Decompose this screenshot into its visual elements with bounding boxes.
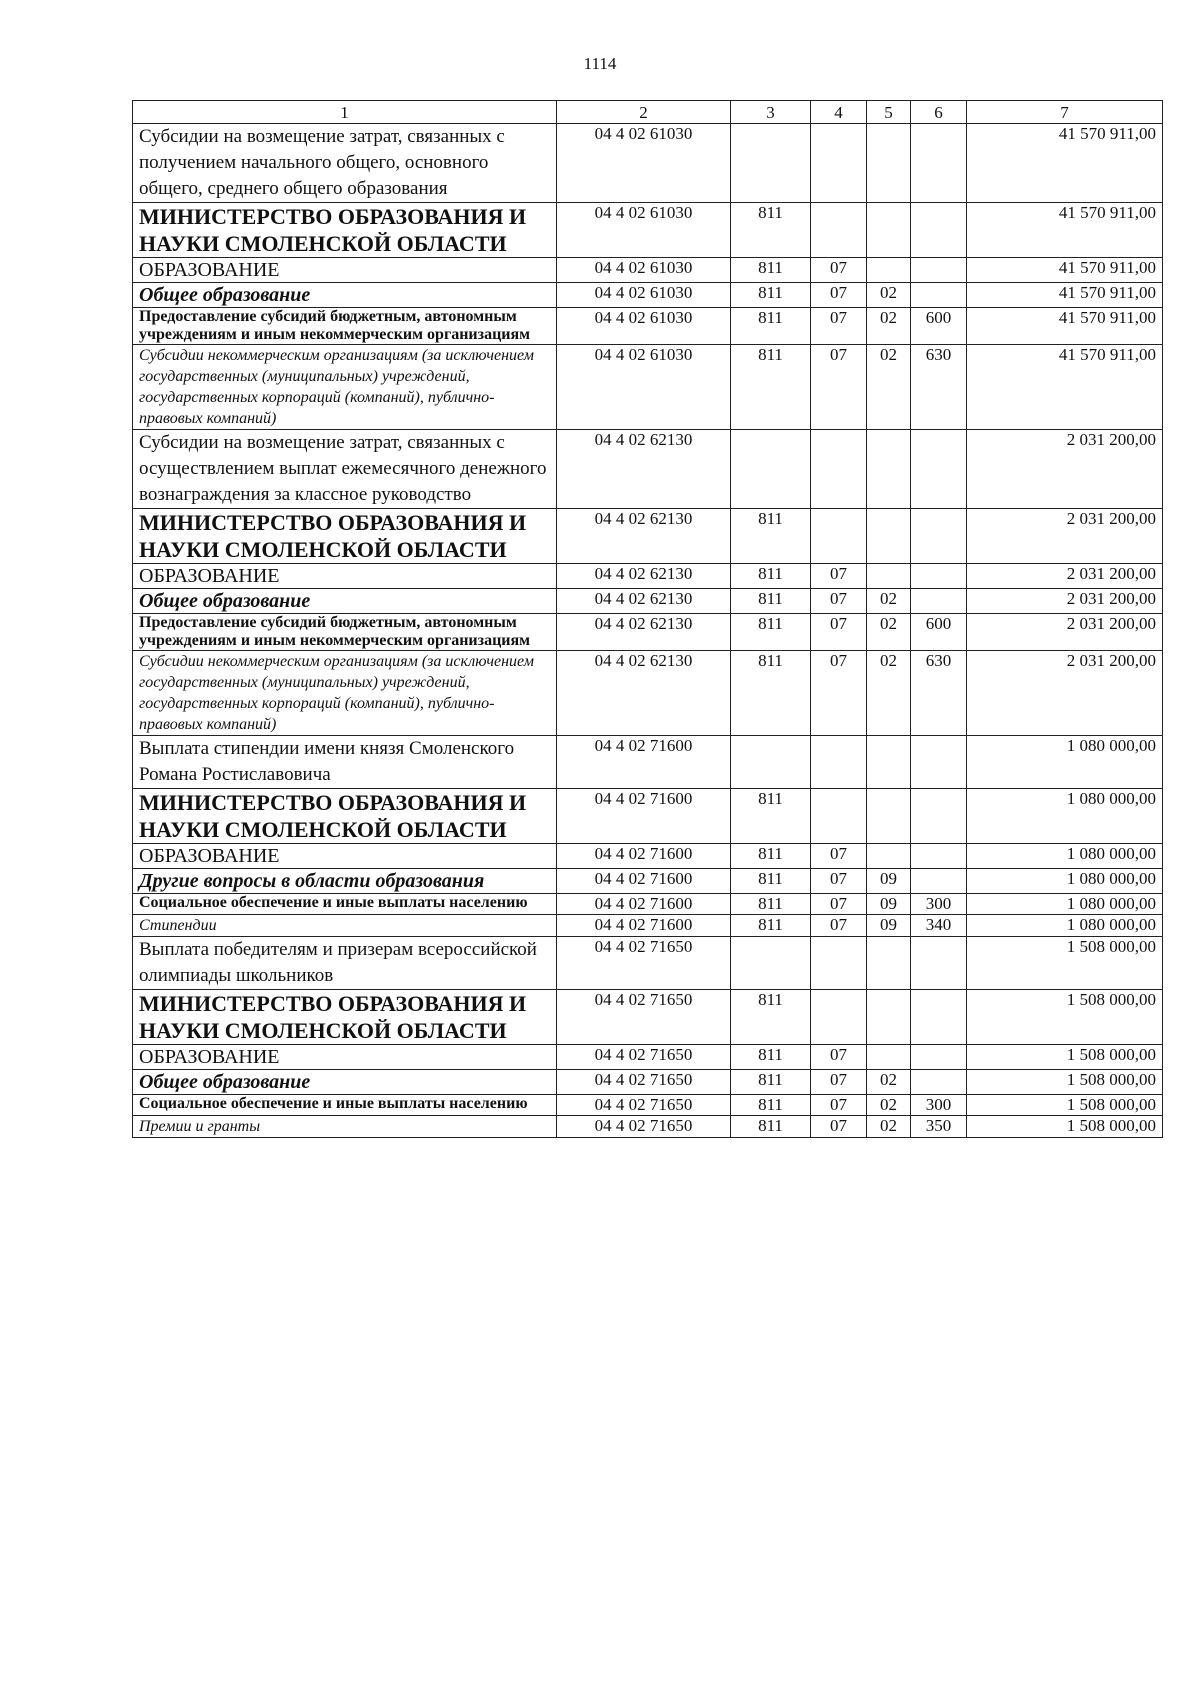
row-ministry-code: 811 xyxy=(731,1116,811,1138)
table-row xyxy=(133,589,1163,614)
row-name: Социальное обеспечение и иные выплаты населению xyxy=(133,894,557,915)
row-target-code: 04 4 02 61030 xyxy=(557,203,731,258)
column-header-6: 6 xyxy=(911,101,967,124)
row-expense-type-code xyxy=(911,564,967,589)
row-expense-type-code xyxy=(911,990,967,1045)
table-row xyxy=(133,937,1163,990)
row-target-code: 04 4 02 62130 xyxy=(557,509,731,564)
row-section-code: 07 xyxy=(811,1095,867,1116)
row-expense-type-code xyxy=(911,509,967,564)
table-row xyxy=(133,564,1163,589)
row-section-code: 07 xyxy=(811,894,867,915)
row-subsection-code xyxy=(867,937,911,990)
row-subsection-code: 02 xyxy=(867,589,911,614)
row-amount: 2 031 200,00 xyxy=(967,509,1163,564)
row-ministry-code: 811 xyxy=(731,258,811,283)
row-name: Выплата победителям и призерам всероссийской олимпиады школьников xyxy=(133,937,557,990)
row-ministry-code: 811 xyxy=(731,308,811,345)
row-amount: 41 570 911,00 xyxy=(967,283,1163,308)
row-subsection-code xyxy=(867,844,911,869)
row-ministry-code: 811 xyxy=(731,509,811,564)
budget-table xyxy=(132,100,1163,1138)
row-subsection-code: 09 xyxy=(867,869,911,894)
row-section-code: 07 xyxy=(811,651,867,736)
row-ministry-code xyxy=(731,736,811,789)
row-ministry-code: 811 xyxy=(731,283,811,308)
column-header-3: 3 xyxy=(731,101,811,124)
row-section-code: 07 xyxy=(811,283,867,308)
table-row xyxy=(133,1095,1163,1116)
row-ministry-code: 811 xyxy=(731,589,811,614)
row-name: Стипендии xyxy=(133,915,557,937)
row-amount: 1 508 000,00 xyxy=(967,1095,1163,1116)
row-expense-type-code xyxy=(911,589,967,614)
row-ministry-code: 811 xyxy=(731,345,811,430)
table-row xyxy=(133,430,1163,509)
row-ministry-code: 811 xyxy=(731,789,811,844)
row-section-code: 07 xyxy=(811,869,867,894)
table-header xyxy=(133,101,1163,124)
row-amount: 1 080 000,00 xyxy=(967,844,1163,869)
row-target-code: 04 4 02 71650 xyxy=(557,990,731,1045)
row-target-code: 04 4 02 71650 xyxy=(557,1116,731,1138)
row-target-code: 04 4 02 71650 xyxy=(557,937,731,990)
row-ministry-code: 811 xyxy=(731,1070,811,1095)
row-target-code: 04 4 02 61030 xyxy=(557,124,731,203)
row-amount: 1 080 000,00 xyxy=(967,894,1163,915)
row-target-code: 04 4 02 61030 xyxy=(557,345,731,430)
row-target-code: 04 4 02 71600 xyxy=(557,736,731,789)
table-row xyxy=(133,345,1163,430)
row-section-code: 07 xyxy=(811,308,867,345)
row-expense-type-code xyxy=(911,203,967,258)
row-expense-type-code: 630 xyxy=(911,345,967,430)
row-section-code xyxy=(811,789,867,844)
table-row xyxy=(133,124,1163,203)
row-ministry-code xyxy=(731,430,811,509)
column-header-5: 5 xyxy=(867,101,911,124)
row-section-code: 07 xyxy=(811,1070,867,1095)
row-expense-type-code xyxy=(911,1045,967,1070)
row-section-code: 07 xyxy=(811,258,867,283)
row-amount: 41 570 911,00 xyxy=(967,203,1163,258)
row-amount: 41 570 911,00 xyxy=(967,124,1163,203)
row-amount: 1 508 000,00 xyxy=(967,1070,1163,1095)
row-subsection-code xyxy=(867,789,911,844)
header-row xyxy=(133,101,1163,124)
row-subsection-code: 02 xyxy=(867,283,911,308)
row-amount: 1 508 000,00 xyxy=(967,1045,1163,1070)
row-expense-type-code: 340 xyxy=(911,915,967,937)
row-name: Субсидии на возмещение затрат, связанных с осуществлением выплат ежемесячного денежного вознаграждения за классное руководство xyxy=(133,430,557,509)
row-name: ОБРАЗОВАНИЕ xyxy=(133,1045,557,1070)
row-target-code: 04 4 02 62130 xyxy=(557,430,731,509)
table-row xyxy=(133,844,1163,869)
table-row xyxy=(133,283,1163,308)
table-row xyxy=(133,1116,1163,1138)
row-ministry-code: 811 xyxy=(731,203,811,258)
row-amount: 41 570 911,00 xyxy=(967,345,1163,430)
row-amount: 2 031 200,00 xyxy=(967,651,1163,736)
row-subsection-code xyxy=(867,430,911,509)
table-row xyxy=(133,614,1163,651)
row-section-code xyxy=(811,124,867,203)
row-target-code: 04 4 02 71650 xyxy=(557,1045,731,1070)
row-target-code: 04 4 02 71650 xyxy=(557,1070,731,1095)
row-ministry-code: 811 xyxy=(731,990,811,1045)
row-subsection-code xyxy=(867,203,911,258)
row-expense-type-code xyxy=(911,736,967,789)
row-section-code: 07 xyxy=(811,345,867,430)
row-amount: 41 570 911,00 xyxy=(967,258,1163,283)
row-target-code: 04 4 02 71600 xyxy=(557,869,731,894)
row-amount: 1 508 000,00 xyxy=(967,937,1163,990)
row-name: Другие вопросы в области образования xyxy=(133,869,557,894)
row-ministry-code: 811 xyxy=(731,1095,811,1116)
row-ministry-code: 811 xyxy=(731,651,811,736)
row-ministry-code xyxy=(731,124,811,203)
table-row xyxy=(133,1045,1163,1070)
row-section-code: 07 xyxy=(811,564,867,589)
row-section-code: 07 xyxy=(811,1116,867,1138)
row-target-code: 04 4 02 61030 xyxy=(557,283,731,308)
row-subsection-code: 09 xyxy=(867,894,911,915)
row-ministry-code: 811 xyxy=(731,869,811,894)
row-name: Общее образование xyxy=(133,1070,557,1095)
row-subsection-code: 02 xyxy=(867,651,911,736)
row-amount: 1 080 000,00 xyxy=(967,869,1163,894)
row-subsection-code xyxy=(867,1045,911,1070)
row-subsection-code xyxy=(867,736,911,789)
table-row xyxy=(133,203,1163,258)
row-target-code: 04 4 02 71600 xyxy=(557,894,731,915)
row-section-code: 07 xyxy=(811,614,867,651)
table-row xyxy=(133,308,1163,345)
row-expense-type-code xyxy=(911,430,967,509)
row-expense-type-code: 630 xyxy=(911,651,967,736)
row-expense-type-code xyxy=(911,937,967,990)
column-header-4: 4 xyxy=(811,101,867,124)
row-target-code: 04 4 02 61030 xyxy=(557,258,731,283)
row-subsection-code: 02 xyxy=(867,308,911,345)
row-subsection-code xyxy=(867,990,911,1045)
row-expense-type-code: 300 xyxy=(911,1095,967,1116)
row-section-code xyxy=(811,203,867,258)
row-amount: 1 080 000,00 xyxy=(967,789,1163,844)
row-ministry-code: 811 xyxy=(731,844,811,869)
row-ministry-code: 811 xyxy=(731,894,811,915)
table-row xyxy=(133,915,1163,937)
table-row xyxy=(133,789,1163,844)
row-amount: 1 508 000,00 xyxy=(967,1116,1163,1138)
row-subsection-code: 02 xyxy=(867,345,911,430)
row-expense-type-code: 300 xyxy=(911,894,967,915)
row-ministry-code: 811 xyxy=(731,614,811,651)
row-target-code: 04 4 02 62130 xyxy=(557,589,731,614)
row-expense-type-code: 600 xyxy=(911,614,967,651)
row-section-code: 07 xyxy=(811,1045,867,1070)
row-section-code xyxy=(811,736,867,789)
row-name: ОБРАЗОВАНИЕ xyxy=(133,258,557,283)
row-name: МИНИСТЕРСТВО ОБРАЗОВАНИЯ И НАУКИ СМОЛЕНСКОЙ ОБЛАСТИ xyxy=(133,509,557,564)
row-expense-type-code xyxy=(911,844,967,869)
row-target-code: 04 4 02 71600 xyxy=(557,915,731,937)
row-name: Предоставление субсидий бюджетным, автономным учреждениям и иным некоммерческим организациям xyxy=(133,614,557,651)
row-expense-type-code: 350 xyxy=(911,1116,967,1138)
row-name: Общее образование xyxy=(133,589,557,614)
row-amount: 2 031 200,00 xyxy=(967,589,1163,614)
row-ministry-code: 811 xyxy=(731,915,811,937)
row-expense-type-code xyxy=(911,789,967,844)
row-section-code xyxy=(811,990,867,1045)
row-expense-type-code xyxy=(911,283,967,308)
row-name: Субсидии некоммерческим организациям (за исключением государственных (муниципальных) учреждений, государственных корпораций (компаний), публично-правовых компаний) xyxy=(133,651,557,736)
row-amount: 2 031 200,00 xyxy=(967,614,1163,651)
table-row xyxy=(133,651,1163,736)
row-name: ОБРАЗОВАНИЕ xyxy=(133,564,557,589)
row-section-code xyxy=(811,509,867,564)
row-subsection-code: 09 xyxy=(867,915,911,937)
row-amount: 1 080 000,00 xyxy=(967,915,1163,937)
table-row xyxy=(133,736,1163,789)
row-name: Социальное обеспечение и иные выплаты населению xyxy=(133,1095,557,1116)
table-row xyxy=(133,894,1163,915)
row-subsection-code: 02 xyxy=(867,1070,911,1095)
row-name: Предоставление субсидий бюджетным, автономным учреждениям и иным некоммерческим организациям xyxy=(133,308,557,345)
row-subsection-code xyxy=(867,509,911,564)
row-expense-type-code xyxy=(911,869,967,894)
table-row xyxy=(133,258,1163,283)
column-header-7: 7 xyxy=(967,101,1163,124)
row-target-code: 04 4 02 62130 xyxy=(557,564,731,589)
row-expense-type-code xyxy=(911,1070,967,1095)
row-target-code: 04 4 02 61030 xyxy=(557,308,731,345)
row-section-code: 07 xyxy=(811,589,867,614)
page-number: 1114 xyxy=(583,54,617,73)
row-ministry-code xyxy=(731,937,811,990)
row-name: Субсидии некоммерческим организациям (за исключением государственных (муниципальных) учреждений, государственных корпораций (компаний), публично-правовых компаний) xyxy=(133,345,557,430)
row-amount: 1 508 000,00 xyxy=(967,990,1163,1045)
row-section-code xyxy=(811,937,867,990)
row-amount: 1 080 000,00 xyxy=(967,736,1163,789)
column-header-2: 2 xyxy=(557,101,731,124)
row-section-code: 07 xyxy=(811,844,867,869)
row-amount: 2 031 200,00 xyxy=(967,430,1163,509)
row-expense-type-code: 600 xyxy=(911,308,967,345)
row-subsection-code xyxy=(867,124,911,203)
row-target-code: 04 4 02 62130 xyxy=(557,651,731,736)
row-subsection-code: 02 xyxy=(867,1095,911,1116)
row-name: Премии и гранты xyxy=(133,1116,557,1138)
row-expense-type-code xyxy=(911,258,967,283)
row-section-code: 07 xyxy=(811,915,867,937)
row-subsection-code xyxy=(867,564,911,589)
row-name: МИНИСТЕРСТВО ОБРАЗОВАНИЯ И НАУКИ СМОЛЕНСКОЙ ОБЛАСТИ xyxy=(133,990,557,1045)
row-section-code xyxy=(811,430,867,509)
row-target-code: 04 4 02 62130 xyxy=(557,614,731,651)
row-name: Выплата стипендии имени князя Смоленского Романа Ростиславовича xyxy=(133,736,557,789)
row-amount: 41 570 911,00 xyxy=(967,308,1163,345)
table-body xyxy=(133,124,1163,1138)
row-target-code: 04 4 02 71650 xyxy=(557,1095,731,1116)
row-ministry-code: 811 xyxy=(731,1045,811,1070)
row-ministry-code: 811 xyxy=(731,564,811,589)
table-row xyxy=(133,869,1163,894)
row-name: МИНИСТЕРСТВО ОБРАЗОВАНИЯ И НАУКИ СМОЛЕНСКОЙ ОБЛАСТИ xyxy=(133,203,557,258)
table-row xyxy=(133,1070,1163,1095)
row-name: Субсидии на возмещение затрат, связанных с получением начального общего, основного общего, среднего общего образования xyxy=(133,124,557,203)
row-name: МИНИСТЕРСТВО ОБРАЗОВАНИЯ И НАУКИ СМОЛЕНСКОЙ ОБЛАСТИ xyxy=(133,789,557,844)
column-header-1: 1 xyxy=(133,101,557,124)
row-subsection-code xyxy=(867,258,911,283)
row-name: ОБРАЗОВАНИЕ xyxy=(133,844,557,869)
row-subsection-code: 02 xyxy=(867,1116,911,1138)
row-target-code: 04 4 02 71600 xyxy=(557,844,731,869)
table-row xyxy=(133,990,1163,1045)
row-name: Общее образование xyxy=(133,283,557,308)
row-subsection-code: 02 xyxy=(867,614,911,651)
row-amount: 2 031 200,00 xyxy=(967,564,1163,589)
row-expense-type-code xyxy=(911,124,967,203)
row-target-code: 04 4 02 71600 xyxy=(557,789,731,844)
table-row xyxy=(133,509,1163,564)
